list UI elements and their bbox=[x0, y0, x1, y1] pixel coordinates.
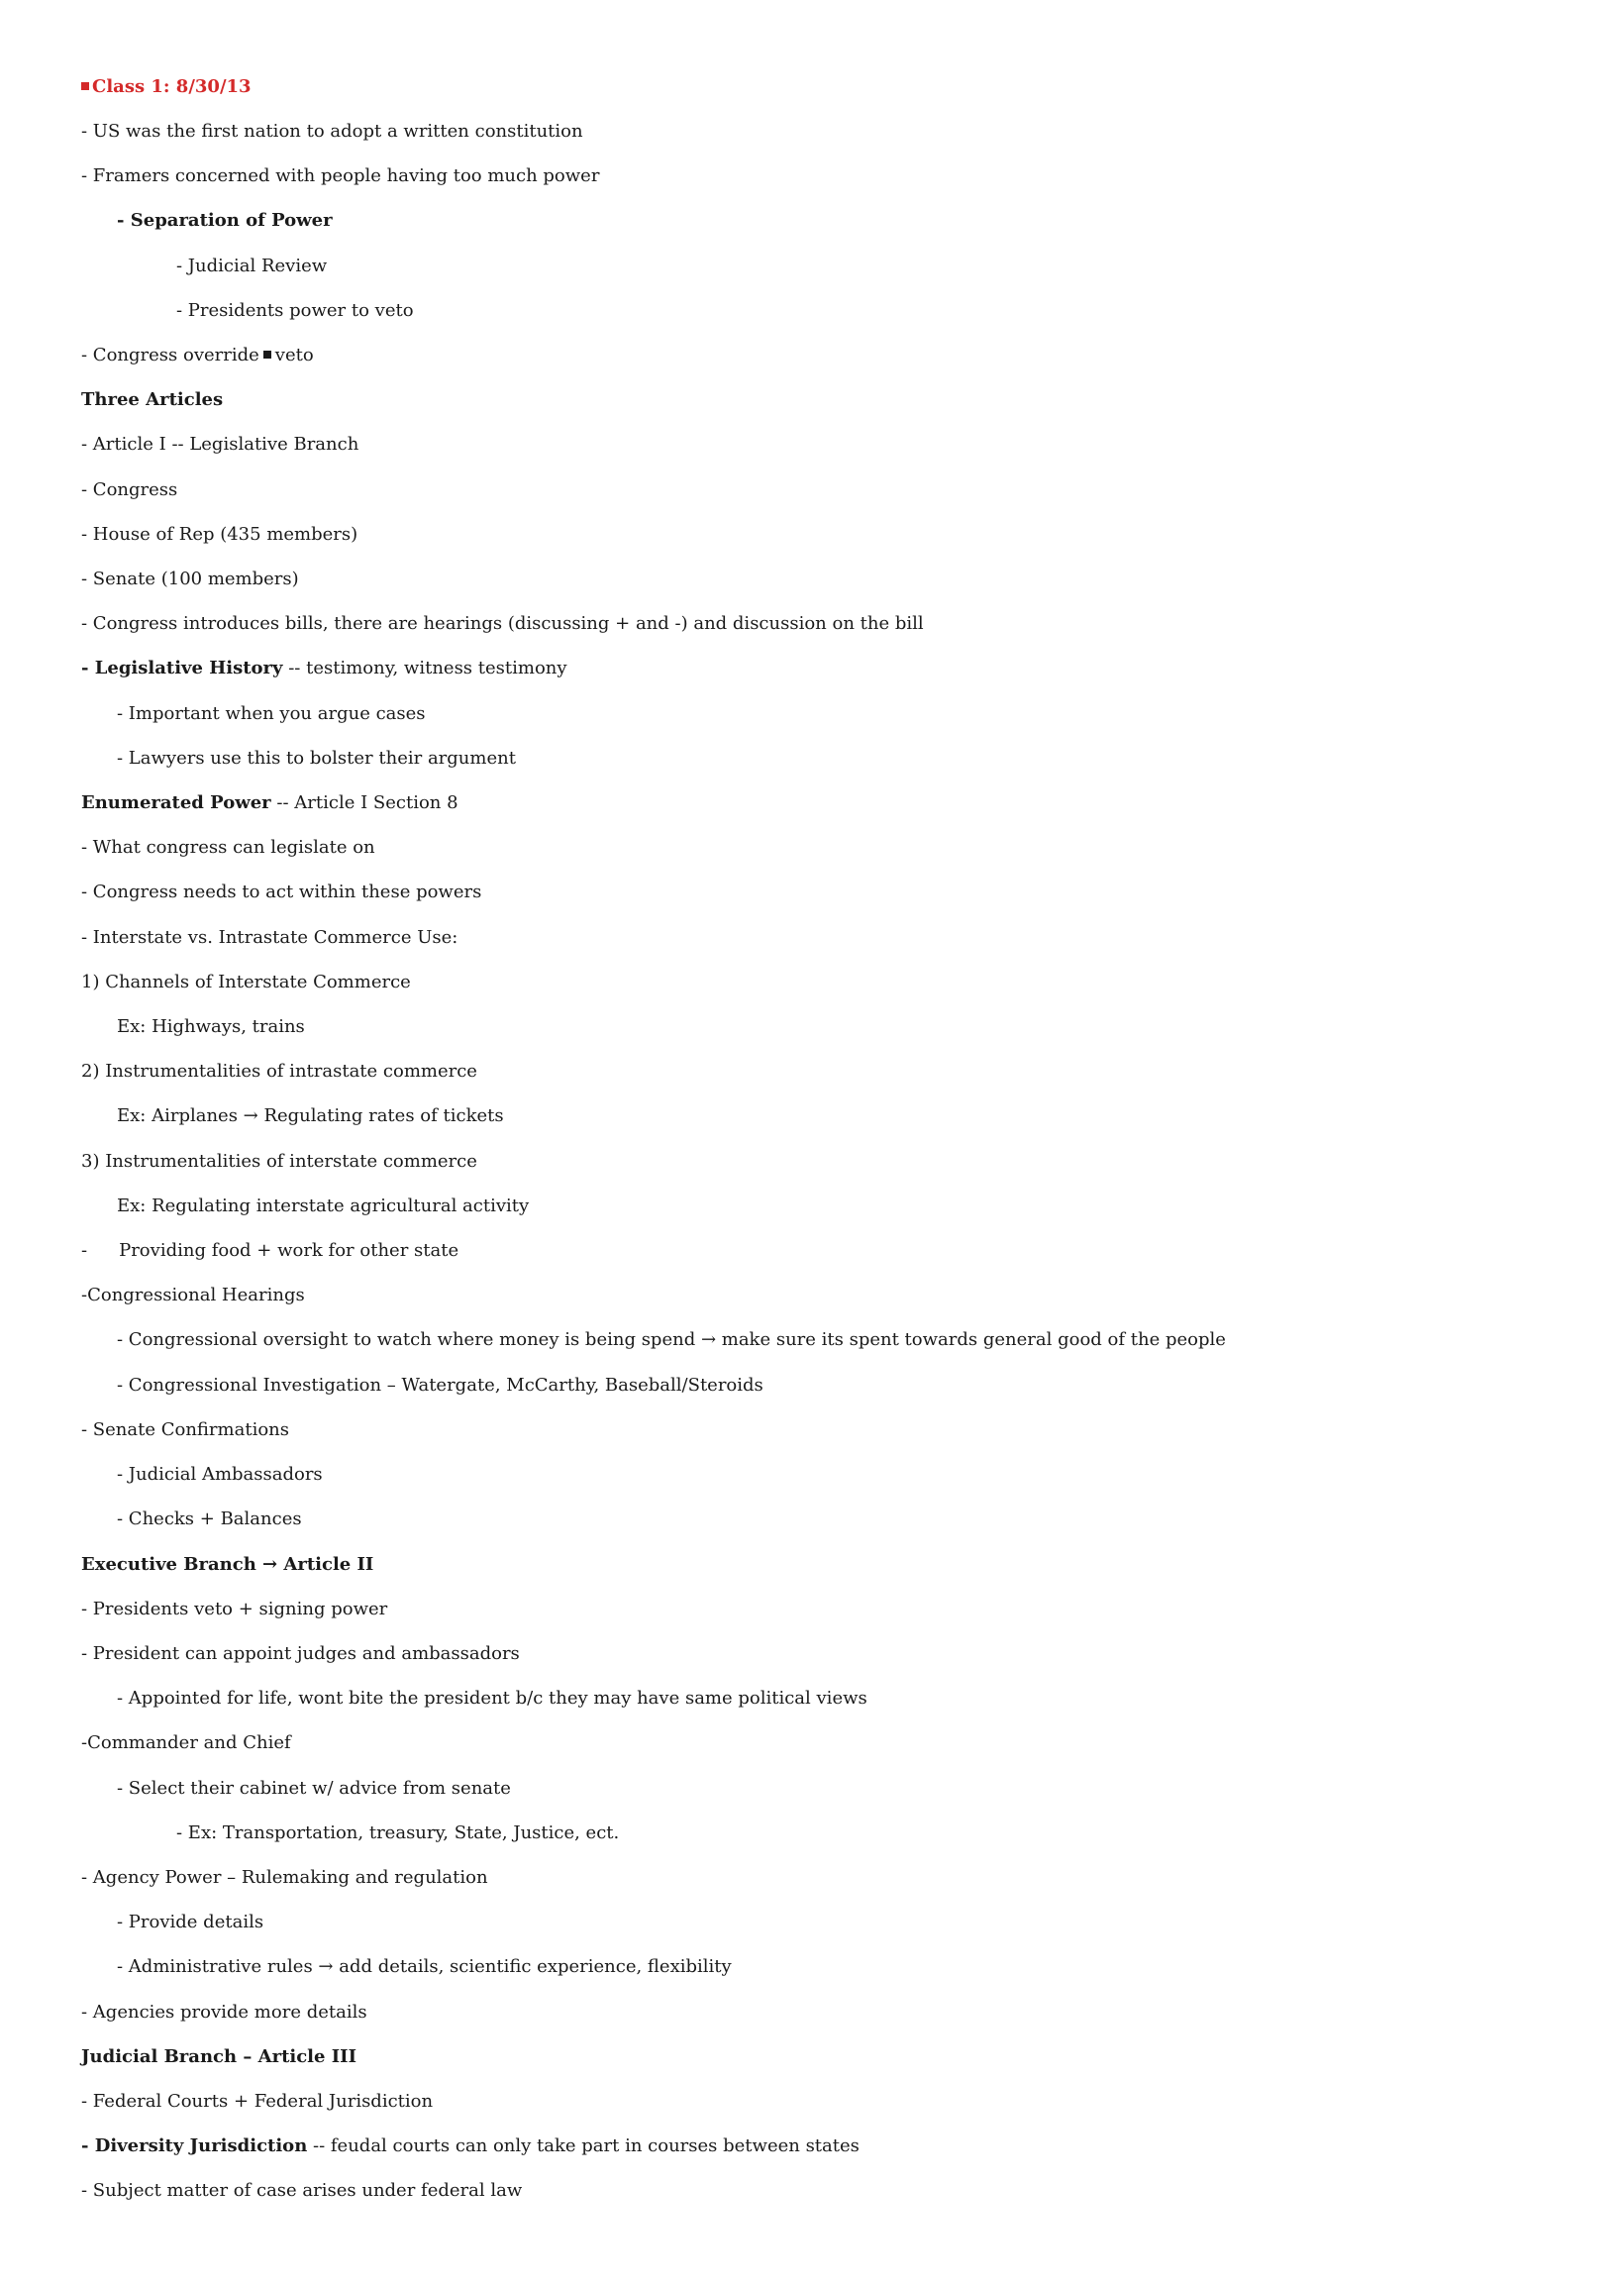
square-bullet-icon bbox=[263, 351, 271, 359]
note-line: - Agency Power – Rulemaking and regulation bbox=[81, 1867, 488, 1888]
note-line: - Important when you argue cases bbox=[117, 703, 426, 724]
note-line: -Congressional Hearings bbox=[81, 1285, 305, 1305]
note-line: - Select their cabinet w/ advice from senate bbox=[117, 1778, 511, 1799]
note-line bbox=[81, 344, 314, 367]
note-line: - Administrative rules → add details, scientific experience, flexibility bbox=[117, 1956, 732, 1977]
term-definition: -- testimony, witness testimony bbox=[282, 658, 567, 678]
note-line: - Judicial Review bbox=[176, 256, 328, 276]
note-line: - Congressional Investigation – Watergate, McCarthy, Baseball/Steroids bbox=[117, 1375, 763, 1396]
note-line-start: - Congress override bbox=[81, 345, 259, 365]
note-line: - Subject matter of case arises under federal law bbox=[81, 2180, 523, 2201]
note-line: - Framers concerned with people having too much power bbox=[81, 165, 600, 186]
note-line: - President can appoint judges and ambassadors bbox=[81, 1643, 520, 1664]
note-line: - Ex: Transportation, treasury, State, Justice, ect. bbox=[176, 1822, 620, 1843]
note-line: - Judicial Ambassadors bbox=[117, 1464, 323, 1485]
note-line: - Agencies provide more details bbox=[81, 2002, 367, 2023]
note-line-end: veto bbox=[274, 345, 314, 365]
page-title-text: Class 1: 8/30/13 bbox=[92, 76, 252, 97]
note-line: - Checks + Balances bbox=[117, 1508, 302, 1529]
note-line: - Presidents veto + signing power bbox=[81, 1599, 388, 1619]
dash-marker: - bbox=[81, 1240, 88, 1261]
note-line: Ex: Highways, trains bbox=[117, 1016, 305, 1037]
term-definition: -- Article I Section 8 bbox=[270, 792, 458, 813]
term-bold: - Diversity Jurisdiction bbox=[81, 2135, 308, 2156]
note-line bbox=[81, 1239, 458, 1263]
term-bold: Enumerated Power bbox=[81, 792, 271, 813]
note-line: - US was the first nation to adopt a written constitution bbox=[81, 121, 583, 142]
note-line bbox=[81, 791, 458, 815]
note-line: - Senate (100 members) bbox=[81, 569, 299, 589]
note-line: - Senate Confirmations bbox=[81, 1419, 289, 1440]
note-line: - Interstate vs. Intrastate Commerce Use: bbox=[81, 927, 458, 948]
term-bold: - Legislative History bbox=[81, 658, 283, 678]
note-line: - Congress bbox=[81, 479, 178, 500]
note-line: - What congress can legislate on bbox=[81, 837, 375, 858]
note-line bbox=[81, 2134, 860, 2158]
section-heading: Executive Branch → Article II bbox=[81, 1554, 374, 1575]
note-line: - Article I -- Legislative Branch bbox=[81, 434, 359, 455]
section-heading: Judicial Branch – Article III bbox=[81, 2046, 356, 2067]
note-line: - Congress needs to act within these powers bbox=[81, 882, 482, 902]
term-definition: -- feudal courts can only take part in courses between states bbox=[307, 2135, 860, 2156]
note-line bbox=[81, 657, 567, 680]
note-line: - Appointed for life, wont bite the president b/c they may have same political views bbox=[117, 1688, 867, 1709]
note-line-text: Providing food + work for other state bbox=[119, 1240, 459, 1261]
note-line: -Commander and Chief bbox=[81, 1732, 291, 1753]
note-line: - Congressional oversight to watch where money is being spend → make sure its spent towards general good of the people bbox=[117, 1329, 1226, 1350]
note-line: - Congress introduces bills, there are hearings (discussing + and -) and discussion on the bill bbox=[81, 613, 924, 634]
note-line: - Presidents power to veto bbox=[176, 300, 414, 321]
note-line: Ex: Regulating interstate agricultural activity bbox=[117, 1196, 530, 1216]
note-line: 1) Channels of Interstate Commerce bbox=[81, 972, 411, 992]
note-line: 3) Instrumentalities of interstate commerce bbox=[81, 1151, 477, 1172]
note-line: - Federal Courts + Federal Jurisdiction bbox=[81, 2091, 434, 2112]
square-bullet-icon bbox=[81, 82, 89, 90]
section-heading: - Separation of Power bbox=[117, 210, 333, 231]
note-line: - Provide details bbox=[117, 1912, 264, 1932]
note-line: - House of Rep (435 members) bbox=[81, 524, 358, 545]
note-line: - Lawyers use this to bolster their argument bbox=[117, 748, 516, 769]
note-line: 2) Instrumentalities of intrastate commerce bbox=[81, 1061, 477, 1082]
section-heading: Three Articles bbox=[81, 389, 224, 410]
page-title bbox=[81, 75, 252, 99]
note-line: Ex: Airplanes → Regulating rates of tickets bbox=[117, 1105, 504, 1126]
